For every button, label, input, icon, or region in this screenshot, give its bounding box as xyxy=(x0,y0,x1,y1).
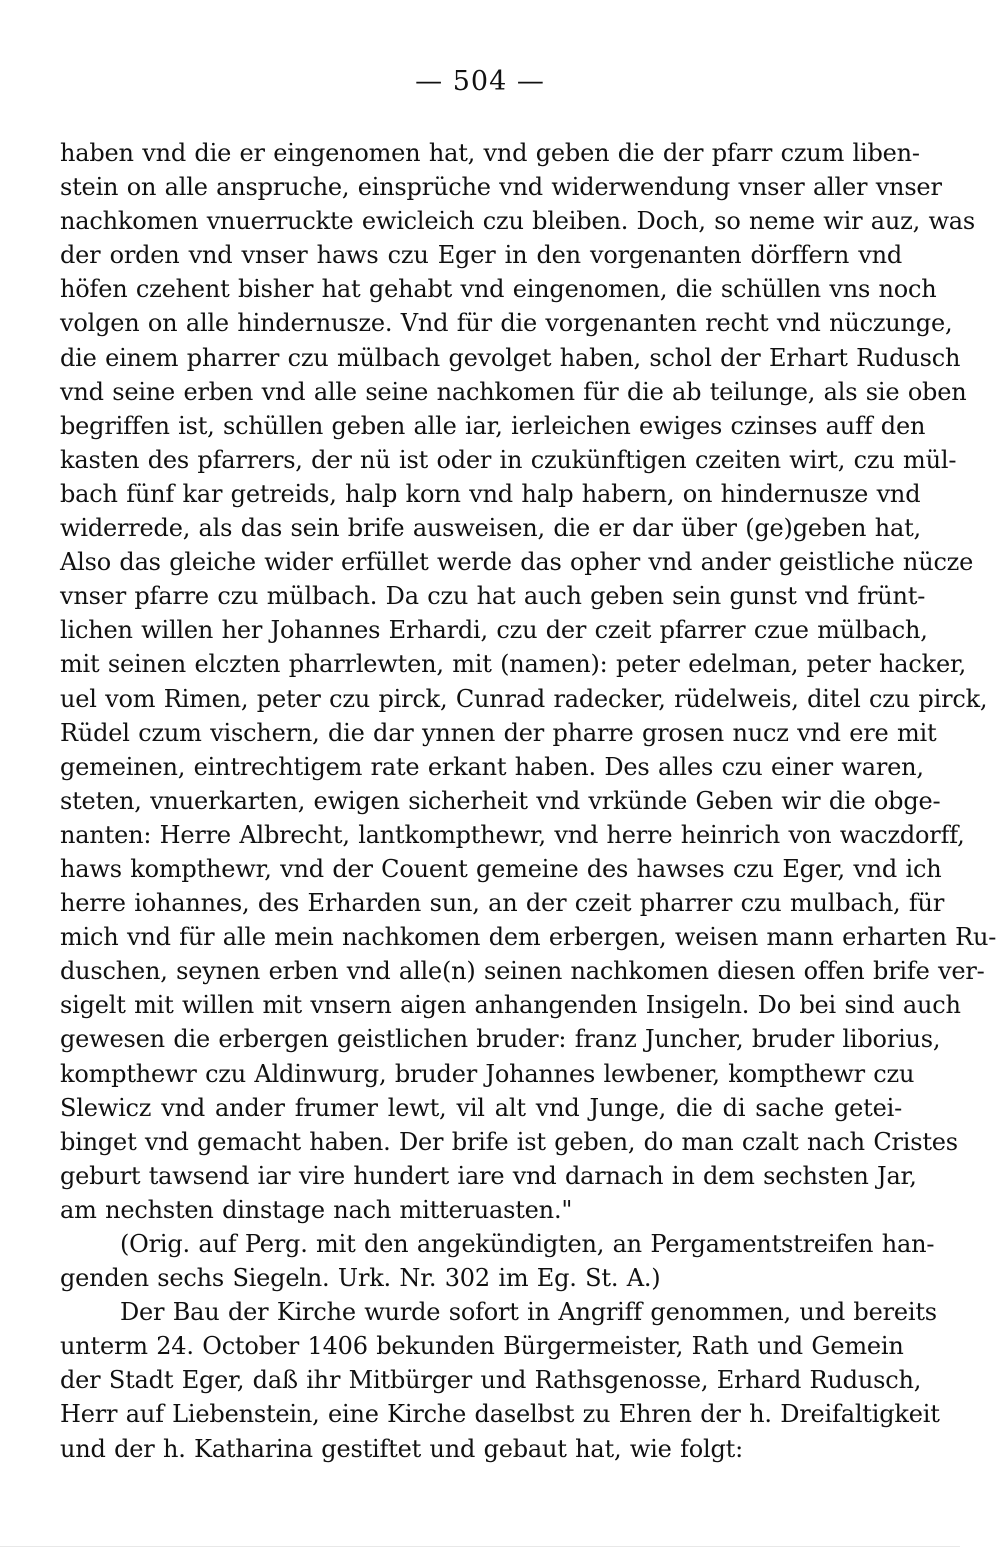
source-note-paragraph xyxy=(60,1227,935,1295)
page-number: — 504 — xyxy=(415,66,545,97)
text-line: Also das gleiche wider erfüllet werde das opher vnd ander geistliche nücze xyxy=(60,548,974,577)
text-line: stein on alle anspruche, einsprüche vnd widerwendung vnser aller vnser xyxy=(60,173,942,202)
text-line: die einem pharrer czu mülbach gevolget haben, schol der Erhart Rudusch xyxy=(60,343,961,372)
text-line: steten, vnuerkarten, ewigen sicherheit vnd vrkünde Geben wir die obge- xyxy=(60,786,941,815)
document-charter-paragraph xyxy=(60,136,996,1227)
text-line: Rüdel czum vischern, die dar ynnen der pharre grosen nucz vnd ere mit xyxy=(60,718,937,747)
text-line: haws kompthewr, vnd der Couent gemeine des hawses czu Eger, vnd ich xyxy=(60,854,942,883)
text-line: kompthewr czu Aldinwurg, bruder Johannes lewbener, kompthewr czu xyxy=(60,1059,915,1088)
text-line: gemeinen, eintrechtigem rate erkant haben. Des alles czu einer waren, xyxy=(60,752,924,781)
text-line: der orden vnd vnser haws czu Eger in den vorgenanten dörffern vnd xyxy=(60,241,902,270)
narrative-paragraph xyxy=(60,1295,940,1465)
text-line: der Stadt Eger, daß ihr Mitbürger und Rathsgenosse, Erhard Rudusch, xyxy=(60,1366,922,1395)
text-line: geburt tawsend iar vire hundert iare vnd darnach in dem sechsten Jar, xyxy=(60,1161,917,1190)
text-line: volgen on alle hindernusze. Vnd für die vorgenanten recht vnd nüczunge, xyxy=(60,309,953,338)
text-line: mit seinen elczten pharrlewten, mit (namen): peter edelman, peter hacker, xyxy=(60,650,967,679)
text-line: genden sechs Siegeln. Urk. Nr. 302 im Eg. St. A.) xyxy=(60,1264,661,1293)
text-line: binget vnd gemacht haben. Der brife ist geben, do man czalt nach Cristes xyxy=(60,1127,958,1156)
text-line: widerrede, als das sein brife ausweisen, die er dar über (ge)geben hat, xyxy=(60,514,921,543)
scan-edge-line xyxy=(0,1546,960,1547)
text-line: unterm 24. October 1406 bekunden Bürgermeister, Rath und Gemein xyxy=(60,1332,904,1361)
text-line: nanten: Herre Albrecht, lantkompthewr, vnd herre heinrich von waczdorff, xyxy=(60,820,965,849)
text-line: sigelt mit willen mit vnsern aigen anhangenden Insigeln. Do bei sind auch xyxy=(60,991,961,1020)
text-line: kasten des pfarrers, der nü ist oder in czukünftigen czeiten wirt, czu mül- xyxy=(60,445,957,474)
text-line: bach fünf kar getreids, halp korn vnd halp habern, on hindernusze vnd xyxy=(60,479,921,508)
text-line: gewesen die erbergen geistlichen bruder: franz Juncher, bruder liborius, xyxy=(60,1025,941,1054)
text-line: Der Bau der Kirche wurde sofort in Angriff genommen, und bereits xyxy=(120,1298,937,1327)
text-line: höfen czehent bisher hat gehabt vnd eingenomen, die schüllen vns noch xyxy=(60,275,937,304)
text-line: (Orig. auf Perg. mit den angekündigten, an Pergamentstreifen han- xyxy=(120,1230,935,1258)
text-line: mich vnd für alle mein nachkomen dem erbergen, weisen mann erharten Ru- xyxy=(60,923,996,952)
text-line: nachkomen vnuerruckte ewicleich czu bleiben. Doch, so neme wir auz, was xyxy=(60,207,976,236)
text-line: Herr auf Liebenstein, eine Kirche daselbst zu Ehren der h. Dreifaltigkeit xyxy=(60,1400,940,1429)
text-line: uel vom Rimen, peter czu pirck, Cunrad radecker, rüdelweis, ditel czu pirck, xyxy=(60,684,988,713)
text-line: und der h. Katharina gestiftet und gebaut hat, wie folgt: xyxy=(60,1434,743,1463)
text-line: duschen, seynen erben vnd alle(n) seinen nachkomen diesen offen brife ver- xyxy=(60,957,985,986)
text-line: lichen willen her Johannes Erhardi, czu der czeit pfarrer czue mülbach, xyxy=(60,616,928,645)
body-text xyxy=(60,136,996,1466)
text-line: vnser pfarre czu mülbach. Da czu hat auch geben sein gunst vnd frünt- xyxy=(60,582,926,611)
text-line: am nechsten dinstage nach mitteruasten." xyxy=(60,1195,573,1224)
text-line: herre iohannes, des Erharden sun, an der czeit pharrer czu mulbach, für xyxy=(60,889,945,918)
text-line: begriffen ist, schüllen geben alle iar, ierleichen ewiges czinses auff den xyxy=(60,411,926,440)
text-line: vnd seine erben vnd alle seine nachkomen für die ab teilunge, als sie oben xyxy=(60,377,967,406)
text-line: haben vnd die er eingenomen hat, vnd geben die der pfarr czum liben- xyxy=(60,139,920,167)
text-line: Slewicz vnd ander frumer lewt, vil alt vnd Junge, die di sache getei- xyxy=(60,1093,902,1122)
